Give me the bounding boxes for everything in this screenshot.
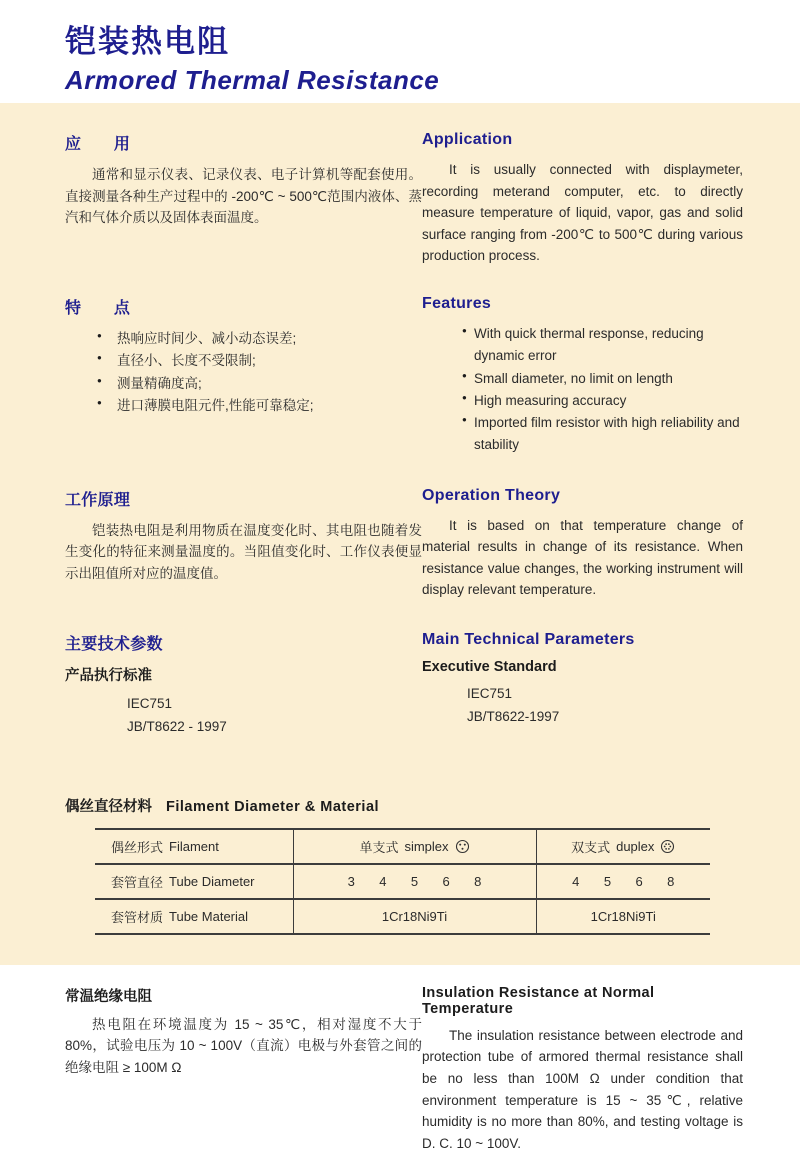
standards-list xyxy=(422,683,743,729)
duplex-diameters: 4 5 6 8 xyxy=(536,864,710,899)
section-parameters-en xyxy=(422,631,745,739)
section-heading: 工作原理 xyxy=(65,491,131,509)
section-application-en xyxy=(422,131,745,267)
row-label-zh: 偶丝形式 xyxy=(111,839,164,855)
feature-item: ● 进口薄膜电阻元件,性能可靠稳定; xyxy=(93,395,422,417)
simplex-label-en: simplex xyxy=(404,838,449,854)
simplex-material: 1Cr18Ni9Ti xyxy=(293,899,536,934)
title-block xyxy=(0,0,800,103)
section-heading: 主要技术参数 xyxy=(65,635,163,653)
table-row-material xyxy=(95,899,710,934)
two-column-sections xyxy=(65,131,745,739)
section-application-zh xyxy=(65,131,422,267)
section-body: It is based on that temperature change of material results in change of its resistance. When resistance value changes, the working instrument will display relevant temperature. xyxy=(422,517,743,598)
content-area xyxy=(0,103,800,1151)
row-label-zh: 套管直径 xyxy=(111,874,164,890)
table-heading-zh: 偶丝直径材料 xyxy=(65,798,152,815)
simplex-label-zh: 单支式 xyxy=(359,839,399,855)
section-heading: 常温绝缘电阻 xyxy=(65,988,152,1005)
section-body: 铠装热电阻是利用物质在温度变化时、其电阻也随着发生变化的特征来测量温度的。当阻值变化时、工作仪表便显示出阻值所对应的温度值。 xyxy=(65,522,422,581)
section-insulation-en xyxy=(422,985,745,1154)
section-heading: 应 用 xyxy=(65,136,131,153)
section-body: It is usually connected with displaymeter, recording meterand computer, etc. to directly measure temperature of liquid, vapor, gas and solid surface ranging from -200℃ to 500℃ during various production process. xyxy=(422,162,743,264)
section-features-zh xyxy=(65,295,422,457)
row-label-en: Tube Material xyxy=(169,908,249,924)
feature-item: ● 测量精确度高; xyxy=(93,373,422,395)
row-label-zh: 套管材质 xyxy=(111,909,164,925)
section-body: 热电阻在环境温度为 15 ~ 35℃，相对湿度不大于80%，试验电压为 10 ~ 100V（直流）电极与外套管之间的绝缘电阻 ≥ 100M Ω xyxy=(65,1016,422,1075)
feature-item: ● Small diameter, no limit on length xyxy=(458,368,743,390)
section-heading: Operation Theory xyxy=(422,486,561,504)
standard-label: 产品执行标准 xyxy=(65,667,152,684)
duplex-label-en: duplex xyxy=(616,838,655,854)
insulation-sections xyxy=(65,985,745,1154)
standard-label: Executive Standard xyxy=(422,658,557,675)
standards-list xyxy=(65,693,422,739)
duplex-cell xyxy=(536,829,710,864)
standard-item: JB/T8622 - 1997 xyxy=(127,718,227,734)
section-heading: Application xyxy=(422,131,513,148)
row-label-en: Tube Diameter xyxy=(169,873,255,889)
section-operation-zh xyxy=(65,487,422,601)
section-heading: Insulation Resistance at Normal Temperature xyxy=(422,984,655,1017)
table-row-diameter xyxy=(95,864,710,899)
standard-item: JB/T8622-1997 xyxy=(467,708,560,724)
section-features-en xyxy=(422,295,745,457)
row-label-en: Filament xyxy=(169,838,219,854)
row-label-cell xyxy=(95,899,293,934)
feature-item: ● High measuring accuracy xyxy=(458,390,743,412)
feature-item: ● With quick thermal response, reducing dynamic error xyxy=(458,323,743,368)
section-parameters-zh xyxy=(65,631,422,739)
page-title-zh: 铠装热电阻 xyxy=(65,24,230,59)
duplex-label-zh: 双支式 xyxy=(571,839,611,855)
section-operation-en xyxy=(422,487,745,601)
row-label-cell xyxy=(95,864,293,899)
features-list-zh xyxy=(93,328,422,417)
standard-item: IEC751 xyxy=(127,695,173,711)
simplex-section-icon xyxy=(455,839,470,854)
section-body: The insulation resistance between electrode and protection tube of armored thermal resistance shall be no less than 100M Ω under condition that environment temperature is 15 ~ 35℃, relative humidity is no more than 80%, and testing voltage is D. C. 10 ~ 100V. xyxy=(422,1027,743,1151)
features-list-en xyxy=(458,323,743,457)
feature-item: ● 热响应时间少、减小动态误差; xyxy=(93,328,422,350)
section-heading: Main Technical Parameters xyxy=(422,630,635,648)
filament-table-heading xyxy=(65,795,745,816)
feature-item: ● Imported film resistor with high reliability and stability xyxy=(458,412,743,457)
feature-item: ● 直径小、长度不受限制; xyxy=(93,350,422,372)
table-row-filament xyxy=(95,829,710,864)
simplex-cell xyxy=(293,829,536,864)
duplex-material: 1Cr18Ni9Ti xyxy=(536,899,710,934)
section-heading: Features xyxy=(422,294,492,312)
row-label-cell xyxy=(95,829,293,864)
table-heading-en: Filament Diameter & Material xyxy=(166,798,380,815)
simplex-diameters: 3 4 5 6 8 xyxy=(293,864,536,899)
standard-item: IEC751 xyxy=(467,685,513,701)
section-body: 通常和显示仪表、记录仪表、电子计算机等配套使用。直接测量各种生产过程中的 -200℃ ~ 500℃范围内液体、蒸汽和气体介质以及固体表面温度。 xyxy=(65,167,422,226)
page-title-en: Armored Thermal Resistance xyxy=(65,65,440,95)
section-insulation-zh xyxy=(65,985,422,1154)
section-heading: 特 点 xyxy=(65,299,131,317)
filament-table xyxy=(95,828,710,935)
duplex-section-icon xyxy=(660,839,675,854)
